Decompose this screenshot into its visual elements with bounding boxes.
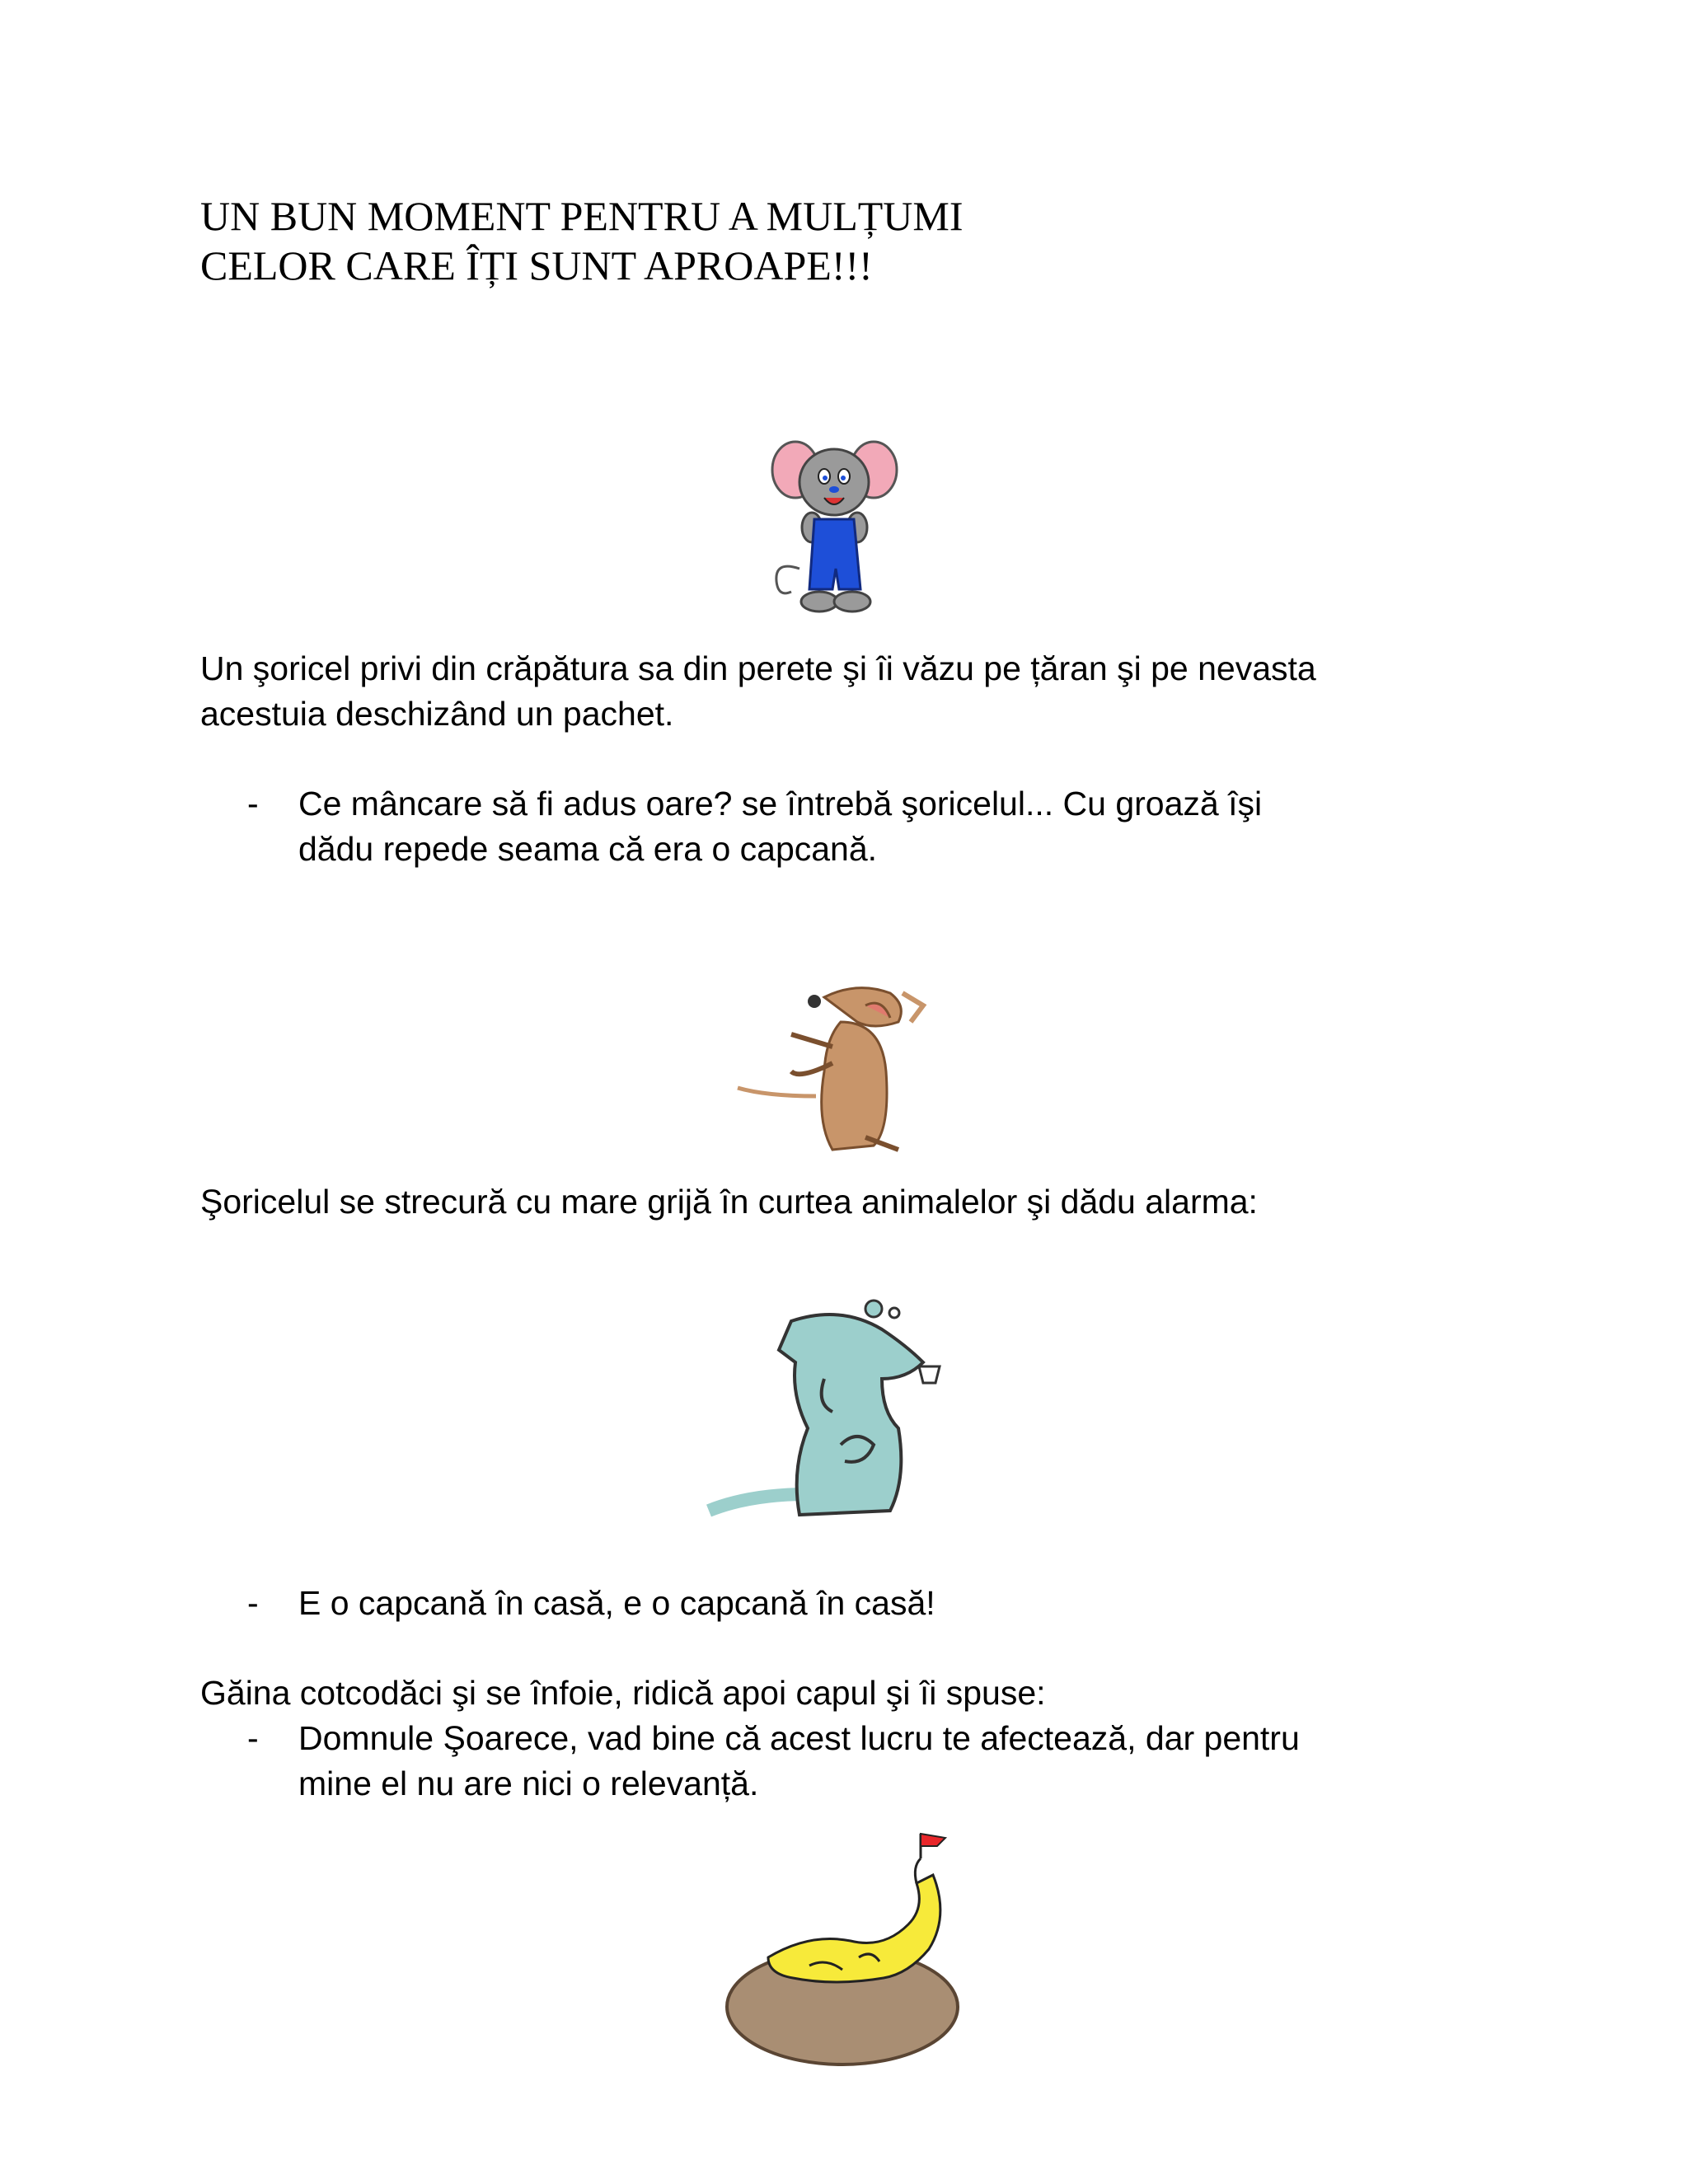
teal-mouse-illustration (701, 1288, 985, 1535)
bullet-1-line-1: Ce mâncare să fi adus oare? se întrebă şoricelul... Cu groază îşi (298, 785, 1263, 823)
mouse-overalls-illustration (767, 437, 907, 620)
title-line-1: UN BUN MOMENT PENTRU A MULȚUMI (200, 193, 964, 239)
title-line-2: CELOR CARE ÎȚI SUNT APROAPE!!! (200, 242, 873, 288)
paragraph-2: Şoricelul se strecură cu mare grijă în curtea animalelor şi dădu alarma: (200, 1183, 1258, 1221)
bullet-dash: - (247, 1584, 259, 1622)
paragraph-1-line-2: acestuia deschizând un pachet. (200, 695, 674, 733)
bullet-1-line-2: dădu repede seama că era o capcană. (298, 830, 878, 868)
brown-mouse-illustration (734, 972, 935, 1158)
bullet-3-line-1: Domnule Şoarece, vad bine că acest lucru te afectează, dar pentru (298, 1719, 1300, 1757)
hen-nest-illustration (719, 1825, 970, 2073)
paragraph-3: Găina cotcodăci şi se înfoie, ridică apoi capul şi îi spuse: (200, 1674, 1046, 1712)
bullet-3-line-2: mine el nu are nici o relevanță. (298, 1765, 759, 1802)
bullet-dash: - (247, 1719, 259, 1757)
bullet-dash: - (247, 785, 259, 823)
paragraph-1-line-1: Un şoricel privi din crăpătura sa din perete şi îi văzu pe țăran şi pe nevasta (200, 649, 1316, 687)
page-title (200, 191, 964, 290)
bullet-2-text: E o capcană în casă, e o capcană în casă! (298, 1584, 935, 1622)
